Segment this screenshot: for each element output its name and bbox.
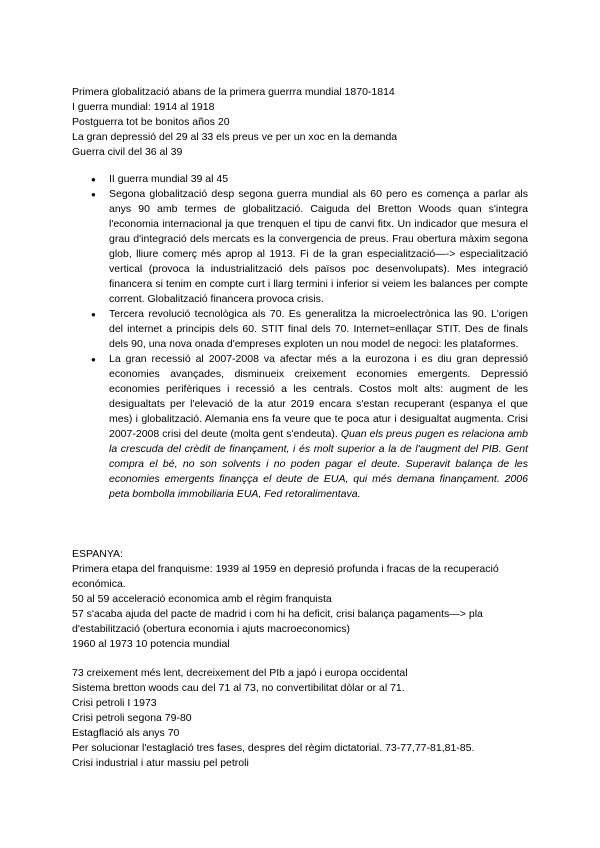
paragraph: 57 s'acaba ajuda del pacte de madrid i com hi ha deficit, crisi balança pagaments—> pla d'estabilització (obertura economia i ajuts macroeconomics) (72, 608, 483, 635)
paragraph: 1960 al 1973 10 potencia mundial (72, 638, 230, 650)
bullet-item (90, 187, 528, 307)
bullet-text: Tercera revolució tecnològica als 70. Es generalitza la microelectrònica las 90. L'origen del internet a principis dels 60. STIT final dels 70. Internet=enllaçar STIT. Des de finals dels 90, una nova onada d'empreses exploten un nou model de negoci: les plataformes. (109, 308, 528, 350)
intro-line: La gran depressió del 29 al 33 els preus ve per un xoc en la demanda (72, 131, 398, 143)
final-section (72, 666, 528, 771)
text-line: 73 creixement més lent, decreixement del PIb a japó i europa occidental (72, 667, 408, 679)
bullet-text: II guerra mundial 39 al 45 (109, 173, 229, 185)
section-heading: ESPANYA: (72, 548, 123, 560)
intro-line: I guerra mundial: 1914 al 1918 (72, 101, 215, 113)
bullet-list (90, 172, 528, 502)
text-line: Crisi petroli segona 79-80 (72, 712, 192, 724)
text-line: Estagflació als anys 70 (72, 727, 180, 739)
bullet-item (90, 172, 528, 187)
text-line: Crisi petroli I 1973 (72, 697, 157, 709)
text-line: Crisi industrial i atur massiu pel petroli (72, 757, 249, 769)
paragraph: Primera etapa del franquisme: 1939 al 1959 en depresió profunda i fracas de la recuperació económica. (72, 563, 499, 590)
bullet-text: La gran recessió al 2007-2008 va afectar més a la eurozona i es diu gran depressió economies avançades, disminueix creixement economies emergents. Depressió economies perifèriques i recessió a les centrals. Costos molt alts: augment de les desigualtats per l'elevació de la atur 2019 encara s'estan recuperant (espanya el que mes) i globalització. Alemania ens fa veure que te poca atur i desigualtat augmenta. Crisi 2007-2008 crisi del deute (molta gent s'endeuta). (109, 353, 528, 440)
text-line: Sistema bretton woods cau del 71 al 73, no convertibilitat dòlar or al 71. (72, 682, 405, 694)
intro-line: Postguerra tot be bonitos años 20 (72, 116, 230, 128)
bullet-text: Segona globalització desp segona guerra mundial als 60 pero es comença a parlar als anys 90 amb termes de globalització. Caiguda del Bretton Woods quan s'integra l'economia internacional ja que trenquen el tipu de canvi fitx. Un indicador que mesura el grau d'integració dels mercats es la convergencia de preus. Frau obertura màxim segona glob, lliure comerç més aprop al 1913. Fi de la gran especialització—-> especialització vertical (provoca la industrialització dels països poc desenvolupats). Mes integració financera si tenim en compte curt i llarg termini i inferior si veiem les balances per compte corrent. Globalització financera provoca crisis. (109, 188, 528, 305)
bullet-italic-text: Quan els preus pugen es relaciona amb la crescuda del crèdit de finançament, i és molt superior a la de l'augment del PIB. Gent compra el bé, no son solvents i no poden pagar el deute. Superavit balança de les economies emergents finançça el deute de EUA, qui més demana finançament. 2006 peta bombolla immobiliaria EUA, Fed retoralimentava. (109, 428, 529, 500)
intro-section (72, 85, 528, 160)
bullet-item (90, 307, 528, 352)
bullet-item (90, 352, 528, 502)
text-line: Per solucionar l'estaglació tres fases, despres del règim dictatorial. 73-77,77-81,81-85. (72, 742, 475, 754)
intro-line: Guerra civil del 36 al 39 (72, 146, 183, 158)
spain-section (72, 547, 528, 652)
bullet-list-section (90, 172, 528, 502)
intro-line: Primera globalització abans de la primera guerrra mundial 1870-1814 (72, 86, 395, 98)
paragraph: 50 al 59 acceleració economica amb el règim franquista (72, 593, 332, 605)
